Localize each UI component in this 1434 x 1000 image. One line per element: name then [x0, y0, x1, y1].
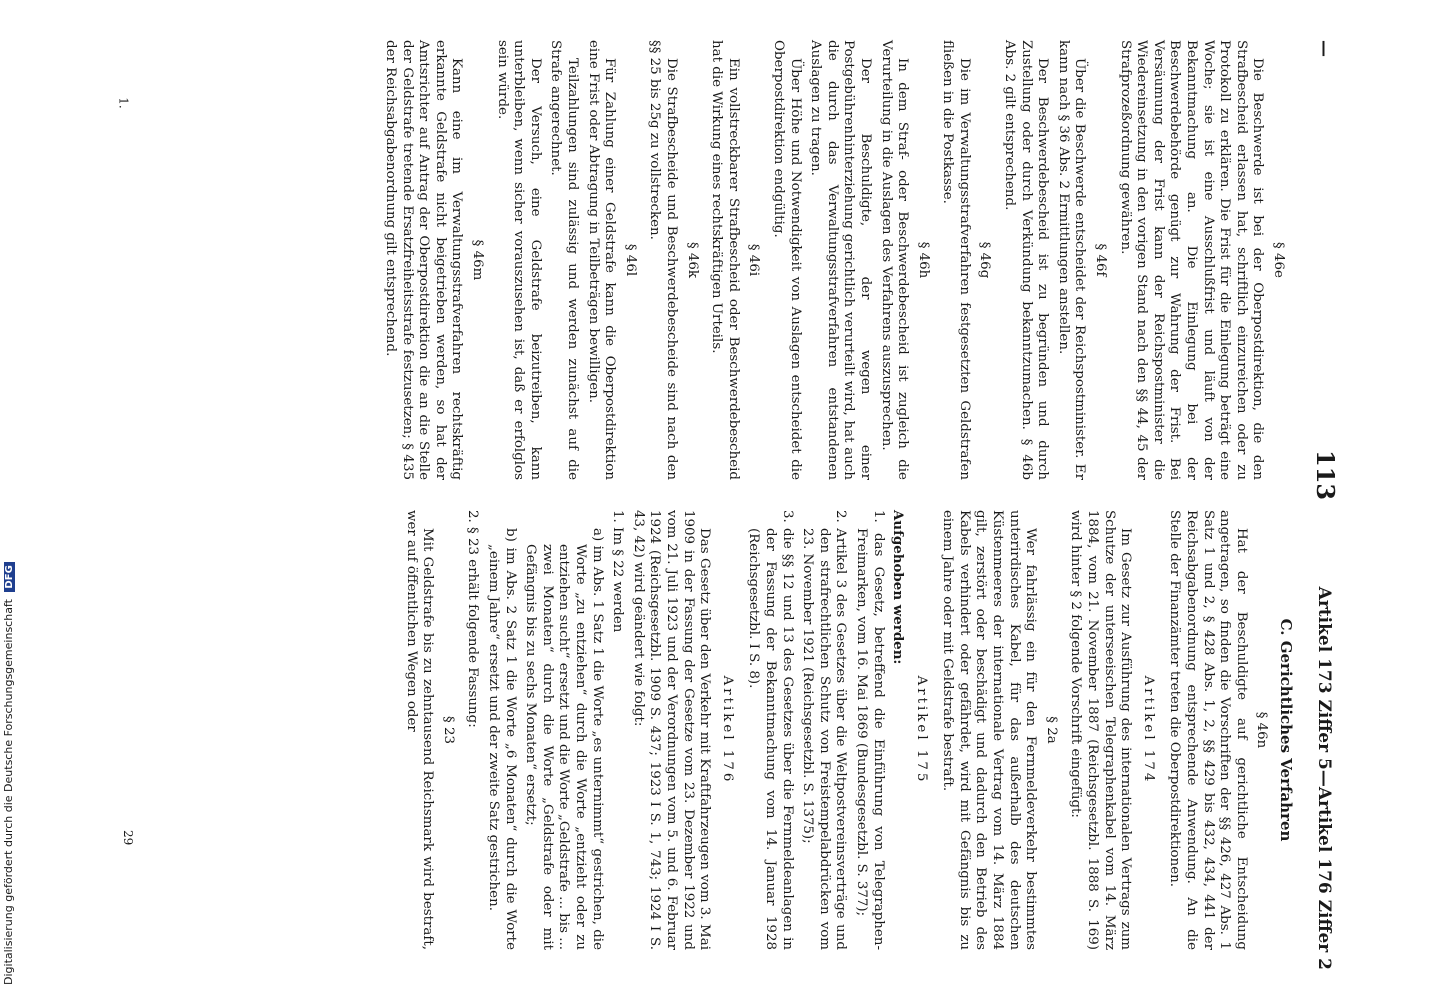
- list-item: 3. die §§ 12 und 13 des Gesetzes über die Fernmeldeanlagen in der Fassung der Bekanntmachung vom 14. Januar 1928 (Reichsgesetzbl. I S. 8).: [746, 510, 795, 950]
- paragraph: Für Zahlung einer Geldstrafe kann die Oberpostdirektion eine Frist oder Abtragung in Teilbeträgen bewilligen.: [585, 40, 618, 480]
- section-title: § 46n: [1254, 711, 1270, 749]
- header-running-title: Artikel 173 Ziffer 5—Artikel 176 Ziffer 2: [1314, 586, 1334, 970]
- right-column: [398, 510, 1294, 950]
- page-header: [1304, 40, 1340, 970]
- section-title: § 46f: [1093, 243, 1109, 277]
- paragraph: Das Gesetz über den Verkehr mit Kraftfahrzeugen vom 3. Mai 1909 in der Fassung der Gesetze vom 23. Dezember 1922 und vom 21. Juli 1923 und der Verordnungen vom 5. und 6. Februar 1924 (Reichsgesetzbl. 1909 S. 437; 1923 I S. 1, 743; 1924 I S. 43, 42) wird geändert wie folgt:: [630, 510, 713, 950]
- article-title: Artikel 175: [913, 675, 929, 785]
- list-item: 1. das Gesetz, betreffend die Einführung von Telegraphen-Freimarken, vom 16. Mai 1869 (Bundesgesetzbl. S. 377);: [853, 510, 886, 950]
- paragraph: Hat der Beschuldigte auf gerichtliche Entscheidung angetragen, so finden die Vorschriften der §§ 426, 427 Abs. 1 Satz 1 und 2, § 428 Abs. 1, 2, §§ 429 bis 432, 434, 441 der Reichsabgabenordnung entsprechende Anwendung. An die Stelle der Finanzämter treten die Oberpostdirektionen.: [1167, 510, 1249, 950]
- folio-number: 29: [121, 830, 135, 846]
- paragraph: Über Höhe und Notwendigkeit von Auslagen entscheidet die Oberpostdirektion endgültig.: [770, 40, 803, 480]
- section-title: § 46h: [915, 241, 931, 279]
- margin-mark: 1.: [116, 97, 131, 109]
- section-title: § 46e: [1271, 242, 1286, 278]
- section-title: § 23: [440, 716, 456, 744]
- section-title: § 2a: [1043, 716, 1059, 744]
- paragraph: Die Beschwerde ist bei der Oberpostdirektion, die den Strafbescheid erlassen hat, schriftlich einzureichen oder zu Protokoll zu erklären. Die Frist für die Einlegung beträgt eine Woche; sie ist eine Ausschlußfrist und läuft von der Bekanntmachung an. Die Einlegung bei der Beschwerdebehörde genügt zur Wahrung der Frist. Bei Versäumung der Frist kann der Reichspostminister die Wiedereinsetzung in den vorigen Stand nach den §§ 44, 45 der Strafprozeßordnung gewähren.: [1117, 40, 1266, 480]
- dfg-footer: [2, 562, 15, 985]
- list-item: 2. § 23 erhält folgende Fassung:: [465, 510, 481, 728]
- paragraph: Im Gesetz zur Ausführung des internationalen Vertrags zum Schutze der unterseeischen Telegraphenkabel vom 14. März 1884, vom 21. November 1887 (Reichsgesetzbl. 1888 S. 169) wird hinter § 2 folgende Vorschrift eingefügt:: [1068, 510, 1134, 950]
- paragraph: Der Beschuldigte, der wegen einer Postgebührenhinterziehung gerichtlich verurteilt wird, hat auch die durch das Verwaltungsstrafverfahren entstandenen Auslagen zu tragen.: [808, 40, 873, 480]
- page-number: 113: [1311, 450, 1340, 501]
- article-title: Artikel 176: [719, 675, 735, 785]
- section-title: § 46i: [746, 243, 762, 277]
- footer-text: Digitalisierung gefördert durch die Deutsche Forschungsgemeinschaft: [2, 599, 15, 985]
- section-title: § 46m: [470, 239, 486, 281]
- list-subitem: a) im Abs. 1 Satz 1 die Worte „es unternimmt“ gestrichen, die Worte „zu entziehen“ durch die Worte „entzieht oder zu entziehen sucht“ ersetzt und die Worte „Geldstrafe ... bis ... zwei Monaten“ durch die Worte „Geldstrafe oder mit Gefängnis bis zu sechs Monaten“ ersetzt;: [523, 528, 605, 950]
- paragraph: Kann eine im Verwaltungsstrafverfahren rechtskräftig erkannte Geldstrafe nicht beigetrieben werden, so hat der Amtsrichter auf Antrag der Oberpostdirektion die an die Stelle der Geldstrafe tretende Ersatzfreiheitsstrafe festzusetzen; § 435 der Reichsabgabenordnung gilt entsprechend.: [383, 40, 465, 480]
- section-title: § 46l: [622, 243, 638, 277]
- list-subitem: b) im Abs. 2 Satz 1 die Worte „6 Monaten“ durch die Worte „einem Jahre“ ersetzt und der zweite Satz gestrichen.: [486, 528, 518, 950]
- subheading: Aufgehoben werden:: [890, 510, 907, 665]
- paragraph: Wer fahrlässig ein für den Fernmeldeverkehr bestimmtes unterirdisches Kabel, für das außerhalb des deutschen Küstenmeeres der internationale Vertrag vom 14. März 1884 gilt, zerstört oder beschädigt und dadurch den Betrieb des Kabels verhindert oder gefährdet, wird mit Gefängnis bis zu einem Jahre oder mit Geldstrafe bestraft.: [940, 510, 1039, 950]
- section-title: § 46k: [684, 241, 700, 279]
- paragraph: Mit Geldstrafe bis zu zehntausend Reichsmark wird bestraft, wer auf öffentlichen Wegen oder: [403, 510, 436, 950]
- paragraph: Der Versuch, eine Geldstrafe beizutreiben, kann unterbleiben, wenn sicher vorauszusehen ist, daß er erfolglos sein würde.: [494, 40, 543, 480]
- paragraph: Die Strafbescheide und Beschwerdebescheide sind nach den §§ 25 bis 25g zu vollstrecken.: [647, 40, 679, 480]
- left-column: [378, 40, 1295, 480]
- section-heading: C. Gerichtliches Verfahren: [1277, 618, 1295, 842]
- paragraph: Die im Verwaltungsstrafverfahren festgesetzten Geldstrafen fließen in die Postkasse.: [940, 40, 972, 480]
- paragraph: Teilzahlungen sind zulässig und werden zunächst auf die Strafe angerechnet.: [548, 40, 581, 480]
- list-item: 1. Im § 22 werden: [610, 510, 626, 633]
- header-dash-left: —: [1314, 40, 1334, 57]
- list-item: 2. Artikel 3 des Gesetzes über die Weltpostvereinsverträge und den strafrechtlichen Schutz von Freistempelabdrücken vom 23. November 1921 (Reichsgesetzbl. S. 1375);: [800, 510, 849, 950]
- paragraph: Ein vollstreckbarer Strafbescheid oder Beschwerdebescheid hat die Wirkung eines rechtskräftigen Urteils.: [709, 40, 741, 480]
- dfg-logo-icon: DFG: [4, 562, 15, 591]
- paragraph: In dem Straf- oder Beschwerdebescheid ist zugleich die Verurteilung in die Auslagen des Verfahrens auszusprechen.: [878, 40, 911, 480]
- section-title: § 46g: [977, 241, 993, 279]
- paragraph: Über die Beschwerde entscheidet der Reichspostminister. Er kann nach § 36 Abs. 2 Ermittlungen anstellen.: [1055, 40, 1088, 480]
- paragraph: Der Beschwerdebescheid ist zu begründen und durch Zustellung oder durch Verkündung bekanntzumachen. § 46b Abs. 2 gilt entsprechend.: [1002, 40, 1051, 480]
- article-title: Artikel 174: [1140, 675, 1156, 785]
- rotated-page: [100, 40, 1340, 970]
